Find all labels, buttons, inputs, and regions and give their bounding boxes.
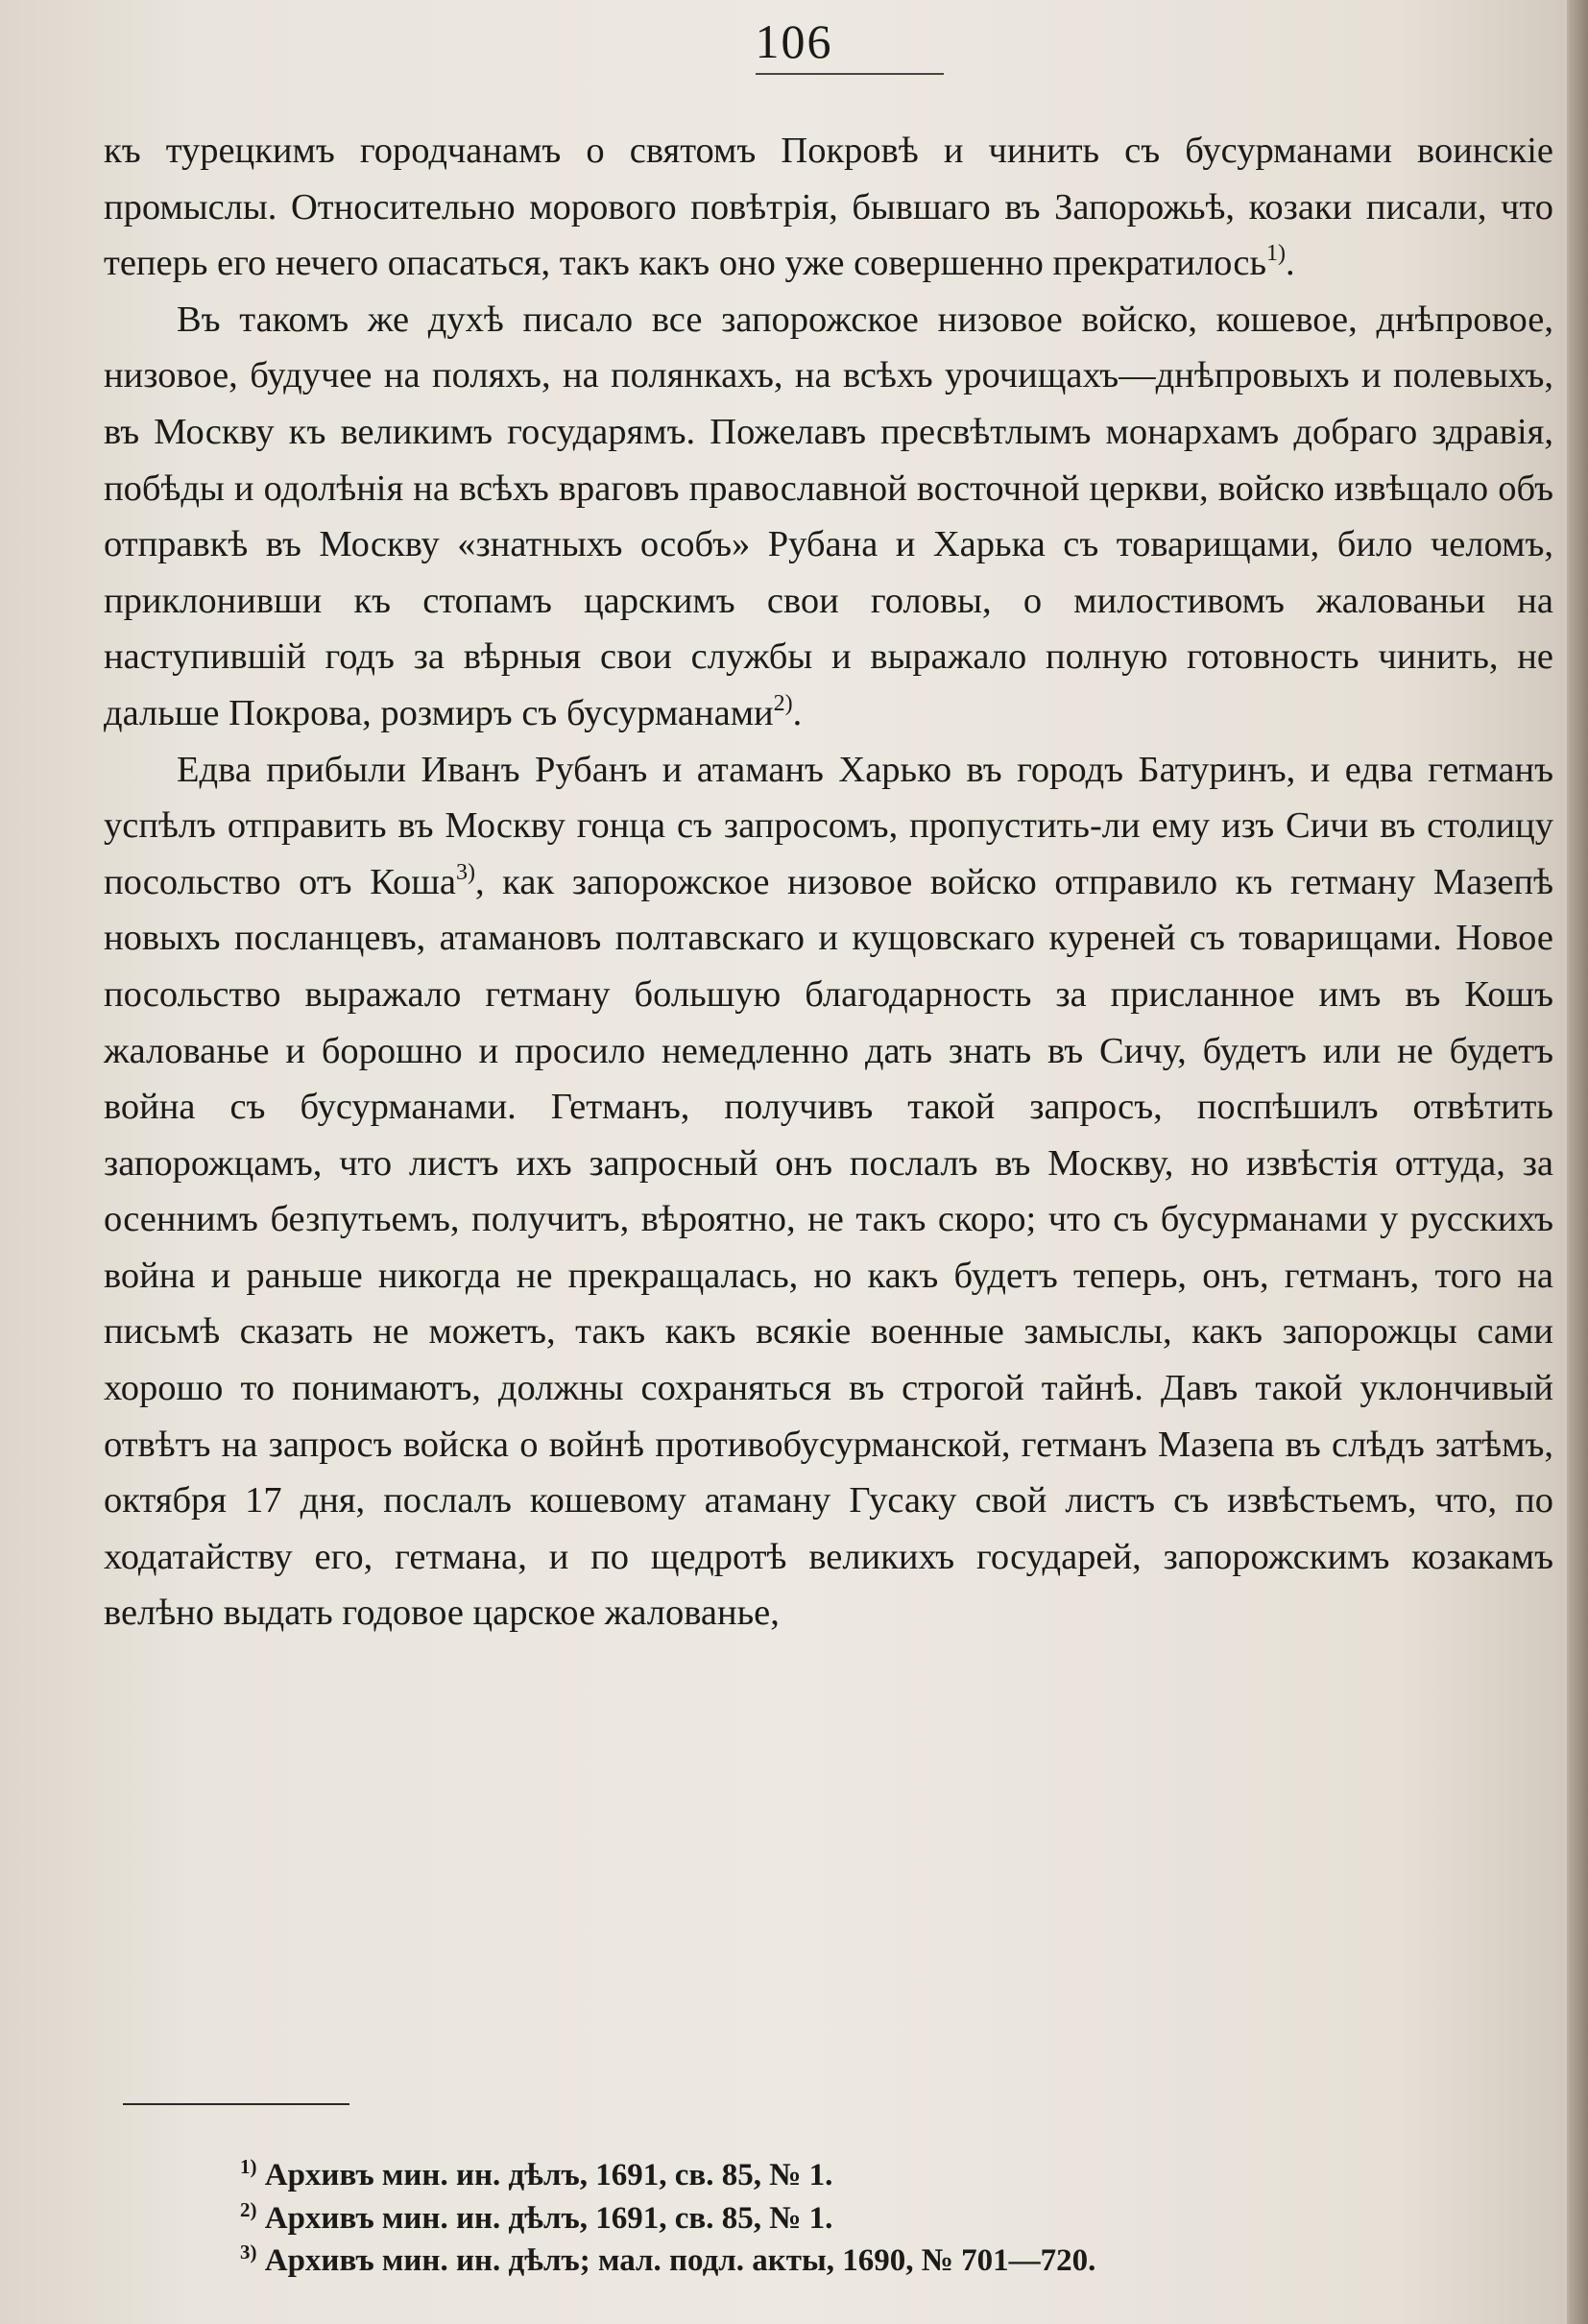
paragraph-text: Въ такомъ же духѣ писало все запорожское низовое войско, кошевое, днѣпровое, низовое, будучее на поляхъ, на полянкахъ, на всѣхъ урочищахъ—днѣпровыхъ и полевыхъ, въ Москву къ великимъ государямъ. Пожелавъ пресвѣтлымъ монархамъ добраго здравія, побѣды и одолѣнія на всѣхъ враговъ православной восточной церкви, войско извѣщало объ отправкѣ въ Москву «знатныхъ особъ» Рубана и Харька съ товарищами, било челомъ, приклонивши къ стопамъ царскимъ свои головы, о милостивомъ жалованьи на наступившій годъ за вѣрныя свои службы и выражало полную готовность чинить, не дальше Покрова, розмиръ съ бусурманами — [104, 299, 1553, 733]
page-binding-shadow — [1567, 0, 1588, 2324]
paragraph: къ турецкимъ городчанамъ о святомъ Покровѣ и чинить съ бусурманами воинскіе промыслы. Относительно морового повѣтрія, бывшаго въ Запорожьѣ, козаки писали, что теперь его нечего опасаться, такъ какъ оно уже совершенно прекратилось$^{1)}$. — [104, 131, 1553, 284]
body-text — [104, 123, 1553, 1641]
paragraph-text: Едва прибыли Иванъ Рубанъ и атаманъ Харько въ городъ Батуринъ, и едва гетманъ успѣлъ отправить въ Москву гонца съ запросомъ, пропустить-ли ему изъ Сичи въ столицу посольство отъ Коша — [104, 749, 1553, 902]
paragraph: Едва прибыли Иванъ Рубанъ и атаманъ Харько въ городъ Батуринъ, и едва гетманъ успѣлъ отправить въ Москву гонца съ запросомъ, пропустить-ли ему изъ Сичи въ столицу посольство отъ Коша$^{3)}$, как запорожское низовое войско отправило къ гетману Мазепѣ новыхъ посланцевъ, атамановъ полтавскаго и кущовскаго куреней съ товарищами. Новое посольство выражало гетману большую благодарность за присланное имъ въ Кошъ жалованье и борошно и просило немедленно дать знать въ Сичу, будетъ или не будетъ война съ бусурманами. Гетманъ, получивъ такой запросъ, поспѣшилъ отвѣтить запорожцамъ, что листъ ихъ запросный онъ послалъ въ Москву, но извѣстія оттуда, за осеннимъ безпутьемъ, получитъ, вѣроятно, не такъ скоро; что съ бусурманами у русскихъ война и раньше никогда не прекращалась, но какъ будетъ теперь, онъ, гетманъ, того на письмѣ сказать не можетъ, такъ какъ всякіе военные замыслы, какъ запорожцы сами хорошо то понимаютъ, должны сохраняться въ строгой тайнѣ. Давъ такой уклончивый отвѣтъ на запросъ войска о войнѣ противобусурманской, гетманъ Мазепа въ слѣдъ затѣмъ, октября 17 дня, послалъ кошевому атаману Гусаку свой листъ съ извѣстьемъ, что, по ходатайству его, гетмана, и по щедротѣ великихъ государей, запорожскимъ козакамъ велѣно выдать годовое царское жалованье, — [104, 749, 1553, 1634]
footnote-mark: 3) — [240, 2240, 257, 2264]
footnote-text: Архивъ мин. ин. дѣлъ, 1691, св. 85, № 1. — [264, 2158, 833, 2192]
paragraph-text: къ турецкимъ городчанамъ о святомъ Покровѣ и чинить съ бусурманами воинскіе промыслы. Относительно морового повѣтрія, бывшаго въ Запорожьѣ, козаки писали, что теперь его нечего опасаться, такъ какъ оно уже совершенно прекратилось — [104, 131, 1553, 284]
footnote-mark: 1) — [240, 2155, 257, 2178]
footnote — [240, 2197, 1488, 2240]
paragraph-text: как запорожское низовое войско отправило къ гетману Мазепѣ новыхъ посланцевъ, атамановъ полтавскаго и кущовскаго куреней съ товарищами. Новое посольство выражало гетману большую благодарность за присланное имъ въ Кошъ жалованье и борошно и просило немедленно дать знать въ Сичу, будетъ или не будетъ война съ бусурманами. Гетманъ, получивъ такой запросъ, поспѣшилъ отвѣтить запорожцамъ, что листъ ихъ запросный онъ послалъ въ Москву, но извѣстія оттуда, за осеннимъ безпутьемъ, получитъ, вѣроятно, не такъ скоро; что съ бусурманами у русскихъ война и раньше никогда не прекращалась, но какъ будетъ теперь, онъ, гетманъ, того на письмѣ сказать не можетъ, такъ какъ всякіе военные замыслы, какъ запорожцы сами хорошо то понимаютъ, должны сохраняться въ строгой тайнѣ. Давъ такой уклончивый отвѣтъ на запросъ войска о войнѣ противобусурманской, гетманъ Мазепа въ слѣдъ затѣмъ, октября 17 дня, послалъ кошевому атаману Гусаку свой листъ съ извѣстьемъ, что, по ходатайству его, гетмана, и по щедротѣ великихъ государей, запорожскимъ козакамъ велѣно выдать годовое царское жалованье, — [104, 861, 1553, 1634]
footnote-rule — [123, 2103, 349, 2105]
footnote — [240, 2240, 1488, 2283]
footnotes — [240, 2154, 1488, 2283]
paragraph: Въ такомъ же духѣ писало все запорожское низовое войско, кошевое, днѣпровое, низовое, будучее на поляхъ, на полянкахъ, на всѣхъ урочищахъ—днѣпровыхъ и полевыхъ, въ Москву къ великимъ государямъ. Пожелавъ пресвѣтлымъ монархамъ добраго здравія, побѣды и одолѣнія на всѣхъ враговъ православной восточной церкви, войско извѣщало объ отправкѣ въ Москву «знатныхъ особъ» Рубана и Харька съ товарищами, било челомъ, приклонивши къ стопамъ царскимъ свои головы, о милостивомъ жалованьи на наступившій годъ за вѣрныя свои службы и выражало полную готовность чинить, не дальше Покрова, розмиръ съ бусурманами$^{2)}$. — [104, 299, 1553, 733]
header-rule — [756, 73, 944, 75]
footnote-ref: 2) — [773, 690, 793, 716]
footnote-mark: 2) — [240, 2197, 257, 2221]
footnote-ref: 3) — [455, 859, 475, 885]
footnote — [240, 2154, 1488, 2197]
footnote-text: Архивъ мин. ин. дѣлъ; мал. подл. акты, 1690, № 701—720. — [264, 2243, 1096, 2278]
page-number: 106 — [755, 14, 833, 68]
footnote-text: Архивъ мин. ин. дѣлъ, 1691, св. 85, № 1. — [264, 2200, 833, 2236]
footnote-ref: 1) — [1266, 241, 1287, 267]
